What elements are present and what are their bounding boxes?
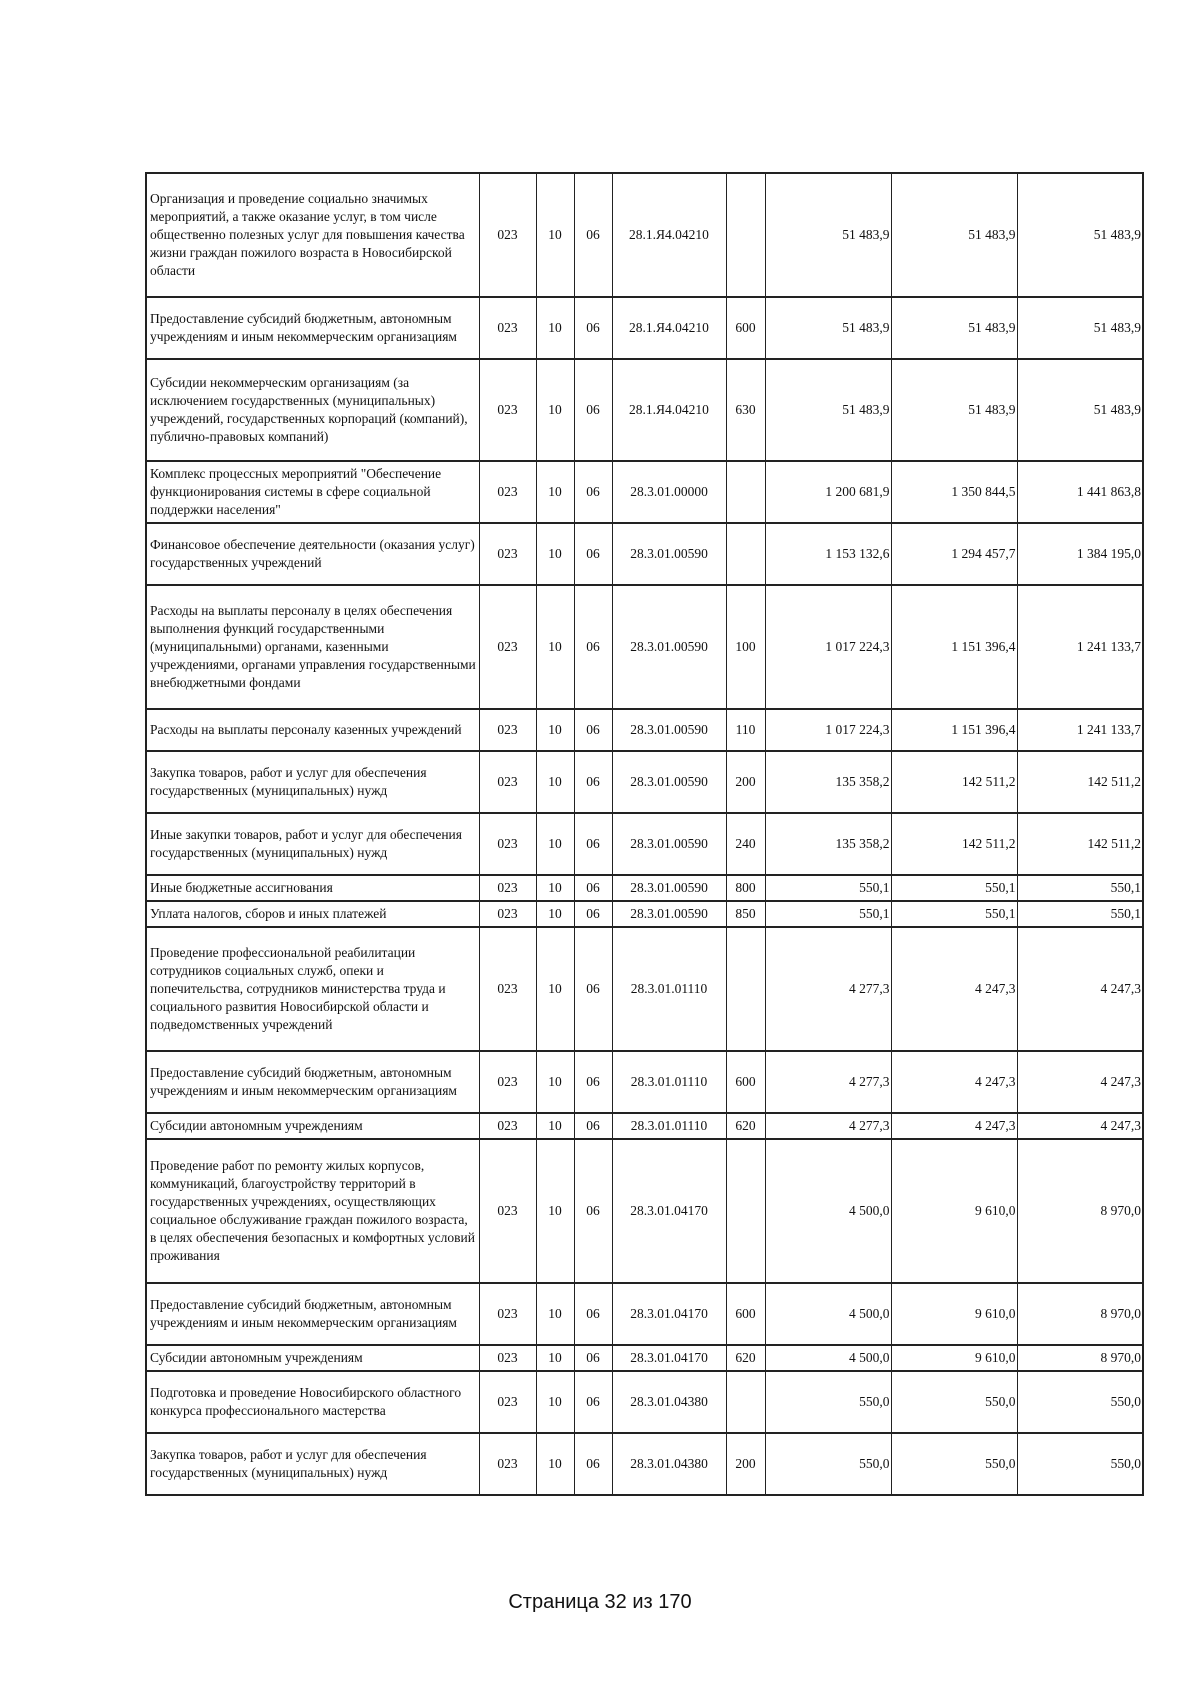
ministry-code: 023 (479, 173, 536, 297)
amount-year-2: 1 350 844,5 (891, 461, 1017, 523)
table-row (146, 927, 1143, 1051)
section-code: 10 (536, 173, 574, 297)
row-name: Субсидии автономным учреждениям (146, 1345, 479, 1371)
ministry-code: 023 (479, 297, 536, 359)
amount-year-2: 550,0 (891, 1371, 1017, 1433)
ministry-code: 023 (479, 1051, 536, 1113)
expense-type: 620 (726, 1113, 765, 1139)
section-code: 10 (536, 875, 574, 901)
subsection-code: 06 (574, 901, 612, 927)
row-name: Проведение профессиональной реабилитации сотрудников социальных служб, опеки и попечительства, сотрудников министерства труда и социального развития Новосибирской области и подведомственных учреждений (146, 927, 479, 1051)
amount-year-2: 4 247,3 (891, 1113, 1017, 1139)
amount-year-3: 51 483,9 (1017, 173, 1143, 297)
amount-year-3: 550,0 (1017, 1433, 1143, 1495)
expense-type: 600 (726, 1283, 765, 1345)
amount-year-1: 4 277,3 (765, 927, 891, 1051)
amount-year-2: 142 511,2 (891, 813, 1017, 875)
subsection-code: 06 (574, 461, 612, 523)
amount-year-1: 1 017 224,3 (765, 709, 891, 751)
section-code: 10 (536, 813, 574, 875)
row-name: Комплекс процессных мероприятий "Обеспечение функционирования системы в сфере социальной поддержки населения" (146, 461, 479, 523)
subsection-code: 06 (574, 751, 612, 813)
row-name: Проведение работ по ремонту жилых корпусов, коммуникаций, благоустройству территорий в государственных учреждениях, осуществляющих социальное обслуживание граждан пожилого возраста, в целях обеспечения безопасных и комфортных условий проживания (146, 1139, 479, 1283)
expense-type: 100 (726, 585, 765, 709)
amount-year-1: 51 483,9 (765, 173, 891, 297)
subsection-code: 06 (574, 1139, 612, 1283)
target-article: 28.3.01.00590 (612, 813, 726, 875)
amount-year-2: 142 511,2 (891, 751, 1017, 813)
ministry-code: 023 (479, 1113, 536, 1139)
amount-year-1: 51 483,9 (765, 359, 891, 461)
table-row (146, 875, 1143, 901)
target-article: 28.1.Я4.04210 (612, 359, 726, 461)
table-row (146, 359, 1143, 461)
row-name: Организация и проведение социально значимых мероприятий, а также оказание услуг, в том числе общественно полезных услуг для повышения качества жизни граждан пожилого возраста в Новосибирской области (146, 173, 479, 297)
amount-year-3: 8 970,0 (1017, 1345, 1143, 1371)
amount-year-1: 4 500,0 (765, 1139, 891, 1283)
amount-year-1: 4 500,0 (765, 1345, 891, 1371)
table-row (146, 1433, 1143, 1495)
subsection-code: 06 (574, 1283, 612, 1345)
amount-year-1: 550,1 (765, 875, 891, 901)
section-code: 10 (536, 1433, 574, 1495)
expense-type: 850 (726, 901, 765, 927)
expense-type: 800 (726, 875, 765, 901)
amount-year-3: 1 441 863,8 (1017, 461, 1143, 523)
row-name: Иные бюджетные ассигнования (146, 875, 479, 901)
table-row (146, 1345, 1143, 1371)
amount-year-2: 51 483,9 (891, 297, 1017, 359)
ministry-code: 023 (479, 751, 536, 813)
section-code: 10 (536, 1283, 574, 1345)
amount-year-3: 4 247,3 (1017, 927, 1143, 1051)
table-row (146, 813, 1143, 875)
ministry-code: 023 (479, 813, 536, 875)
table-row (146, 751, 1143, 813)
row-name: Финансовое обеспечение деятельности (оказания услуг) государственных учреждений (146, 523, 479, 585)
subsection-code: 06 (574, 297, 612, 359)
subsection-code: 06 (574, 875, 612, 901)
ministry-code: 023 (479, 1345, 536, 1371)
row-name: Расходы на выплаты персоналу в целях обеспечения выполнения функций государственными (муниципальными) органами, казенными учреждениями, органами управления государственными внебюджетными фондами (146, 585, 479, 709)
subsection-code: 06 (574, 173, 612, 297)
table-row (146, 1113, 1143, 1139)
section-code: 10 (536, 1113, 574, 1139)
ministry-code: 023 (479, 359, 536, 461)
expense-type (726, 461, 765, 523)
table-row (146, 901, 1143, 927)
amount-year-2: 9 610,0 (891, 1345, 1017, 1371)
section-code: 10 (536, 297, 574, 359)
target-article: 28.3.01.01110 (612, 927, 726, 1051)
table-row (146, 1283, 1143, 1345)
target-article: 28.1.Я4.04210 (612, 173, 726, 297)
section-code: 10 (536, 359, 574, 461)
amount-year-2: 550,0 (891, 1433, 1017, 1495)
amount-year-1: 1 153 132,6 (765, 523, 891, 585)
ministry-code: 023 (479, 901, 536, 927)
target-article: 28.3.01.00590 (612, 585, 726, 709)
row-name: Подготовка и проведение Новосибирского областного конкурса профессионального мастерства (146, 1371, 479, 1433)
amount-year-3: 1 241 133,7 (1017, 585, 1143, 709)
section-code: 10 (536, 1139, 574, 1283)
expense-type: 240 (726, 813, 765, 875)
amount-year-3: 8 970,0 (1017, 1139, 1143, 1283)
table-row (146, 461, 1143, 523)
section-code: 10 (536, 461, 574, 523)
expense-type: 200 (726, 751, 765, 813)
expense-type (726, 1139, 765, 1283)
target-article: 28.3.01.04170 (612, 1345, 726, 1371)
target-article: 28.3.01.04170 (612, 1139, 726, 1283)
amount-year-3: 142 511,2 (1017, 751, 1143, 813)
expense-type (726, 1371, 765, 1433)
target-article: 28.3.01.04170 (612, 1283, 726, 1345)
target-article: 28.1.Я4.04210 (612, 297, 726, 359)
subsection-code: 06 (574, 1345, 612, 1371)
amount-year-2: 4 247,3 (891, 1051, 1017, 1113)
amount-year-3: 1 384 195,0 (1017, 523, 1143, 585)
ministry-code: 023 (479, 875, 536, 901)
amount-year-2: 1 151 396,4 (891, 585, 1017, 709)
amount-year-1: 1 017 224,3 (765, 585, 891, 709)
amount-year-1: 135 358,2 (765, 751, 891, 813)
section-code: 10 (536, 523, 574, 585)
budget-table (145, 172, 1144, 1496)
amount-year-3: 4 247,3 (1017, 1113, 1143, 1139)
subsection-code: 06 (574, 1051, 612, 1113)
amount-year-2: 1 151 396,4 (891, 709, 1017, 751)
amount-year-3: 550,0 (1017, 1371, 1143, 1433)
target-article: 28.3.01.00000 (612, 461, 726, 523)
row-name: Субсидии автономным учреждениям (146, 1113, 479, 1139)
target-article: 28.3.01.00590 (612, 709, 726, 751)
expense-type (726, 523, 765, 585)
expense-type (726, 173, 765, 297)
section-code: 10 (536, 1051, 574, 1113)
target-article: 28.3.01.04380 (612, 1371, 726, 1433)
amount-year-2: 51 483,9 (891, 359, 1017, 461)
amount-year-2: 550,1 (891, 875, 1017, 901)
subsection-code: 06 (574, 359, 612, 461)
amount-year-2: 9 610,0 (891, 1283, 1017, 1345)
ministry-code: 023 (479, 1139, 536, 1283)
ministry-code: 023 (479, 709, 536, 751)
ministry-code: 023 (479, 585, 536, 709)
section-code: 10 (536, 901, 574, 927)
target-article: 28.3.01.04380 (612, 1433, 726, 1495)
row-name: Расходы на выплаты персоналу казенных учреждений (146, 709, 479, 751)
table-row (146, 173, 1143, 297)
ministry-code: 023 (479, 927, 536, 1051)
table-row (146, 585, 1143, 709)
amount-year-3: 8 970,0 (1017, 1283, 1143, 1345)
amount-year-1: 4 500,0 (765, 1283, 891, 1345)
amount-year-3: 142 511,2 (1017, 813, 1143, 875)
row-name: Предоставление субсидий бюджетным, автономным учреждениям и иным некоммерческим организациям (146, 1283, 479, 1345)
table-row (146, 523, 1143, 585)
target-article: 28.3.01.01110 (612, 1051, 726, 1113)
amount-year-1: 4 277,3 (765, 1113, 891, 1139)
amount-year-2: 9 610,0 (891, 1139, 1017, 1283)
amount-year-3: 550,1 (1017, 875, 1143, 901)
target-article: 28.3.01.00590 (612, 875, 726, 901)
amount-year-2: 4 247,3 (891, 927, 1017, 1051)
section-code: 10 (536, 709, 574, 751)
row-name: Субсидии некоммерческим организациям (за исключением государственных (муниципальных) учреждений, государственных корпораций (компаний), публично-правовых компаний) (146, 359, 479, 461)
row-name: Иные закупки товаров, работ и услуг для обеспечения государственных (муниципальных) нужд (146, 813, 479, 875)
section-code: 10 (536, 585, 574, 709)
amount-year-1: 1 200 681,9 (765, 461, 891, 523)
amount-year-1: 4 277,3 (765, 1051, 891, 1113)
ministry-code: 023 (479, 1433, 536, 1495)
subsection-code: 06 (574, 813, 612, 875)
section-code: 10 (536, 751, 574, 813)
amount-year-1: 51 483,9 (765, 297, 891, 359)
expense-type: 110 (726, 709, 765, 751)
row-name: Закупка товаров, работ и услуг для обеспечения государственных (муниципальных) нужд (146, 751, 479, 813)
amount-year-3: 51 483,9 (1017, 359, 1143, 461)
subsection-code: 06 (574, 523, 612, 585)
row-name: Предоставление субсидий бюджетным, автономным учреждениям и иным некоммерческим организациям (146, 1051, 479, 1113)
amount-year-3: 51 483,9 (1017, 297, 1143, 359)
expense-type (726, 927, 765, 1051)
subsection-code: 06 (574, 709, 612, 751)
subsection-code: 06 (574, 1113, 612, 1139)
amount-year-2: 51 483,9 (891, 173, 1017, 297)
table-row (146, 709, 1143, 751)
amount-year-2: 550,1 (891, 901, 1017, 927)
amount-year-1: 550,1 (765, 901, 891, 927)
ministry-code: 023 (479, 1371, 536, 1433)
table-row (146, 297, 1143, 359)
expense-type: 600 (726, 1051, 765, 1113)
row-name: Уплата налогов, сборов и иных платежей (146, 901, 479, 927)
section-code: 10 (536, 1345, 574, 1371)
page-number: Страница 32 из 170 (508, 1591, 692, 1613)
section-code: 10 (536, 927, 574, 1051)
amount-year-3: 4 247,3 (1017, 1051, 1143, 1113)
expense-type: 600 (726, 297, 765, 359)
ministry-code: 023 (479, 523, 536, 585)
amount-year-3: 1 241 133,7 (1017, 709, 1143, 751)
table-row (146, 1051, 1143, 1113)
amount-year-2: 1 294 457,7 (891, 523, 1017, 585)
ministry-code: 023 (479, 461, 536, 523)
target-article: 28.3.01.01110 (612, 1113, 726, 1139)
table-row (146, 1371, 1143, 1433)
amount-year-1: 135 358,2 (765, 813, 891, 875)
target-article: 28.3.01.00590 (612, 523, 726, 585)
table-body (146, 173, 1143, 1495)
table-row (146, 1139, 1143, 1283)
section-code: 10 (536, 1371, 574, 1433)
expense-type: 620 (726, 1345, 765, 1371)
amount-year-1: 550,0 (765, 1371, 891, 1433)
amount-year-1: 550,0 (765, 1433, 891, 1495)
ministry-code: 023 (479, 1283, 536, 1345)
expense-type: 200 (726, 1433, 765, 1495)
row-name: Закупка товаров, работ и услуг для обеспечения государственных (муниципальных) нужд (146, 1433, 479, 1495)
target-article: 28.3.01.00590 (612, 751, 726, 813)
subsection-code: 06 (574, 1433, 612, 1495)
subsection-code: 06 (574, 927, 612, 1051)
subsection-code: 06 (574, 1371, 612, 1433)
subsection-code: 06 (574, 585, 612, 709)
target-article: 28.3.01.00590 (612, 901, 726, 927)
amount-year-3: 550,1 (1017, 901, 1143, 927)
expense-type: 630 (726, 359, 765, 461)
row-name: Предоставление субсидий бюджетным, автономным учреждениям и иным некоммерческим организациям (146, 297, 479, 359)
